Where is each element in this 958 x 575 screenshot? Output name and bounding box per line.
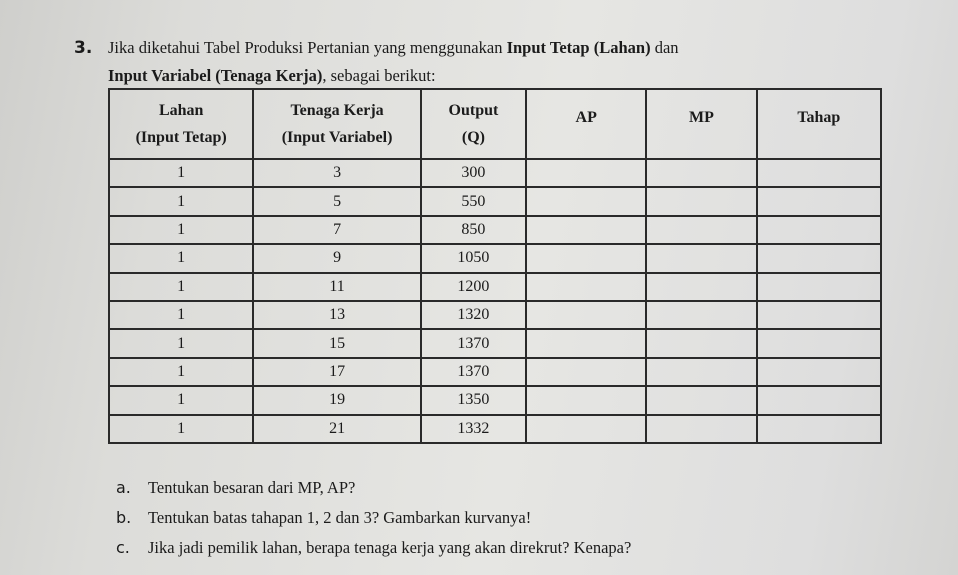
cell-output: 1320 — [421, 301, 526, 329]
cell-tahap — [757, 329, 881, 357]
table-row — [109, 216, 881, 244]
question-text-plain: dan — [650, 38, 679, 57]
cell-tenaga-kerja: 11 — [253, 273, 420, 301]
header-line: Tenaga Kerja — [290, 102, 384, 119]
table-header-row — [109, 89, 881, 159]
cell-mp — [646, 244, 756, 272]
question-text-bold: Input Tetap (Lahan) — [506, 38, 651, 57]
cell-tenaga-kerja: 7 — [253, 216, 420, 244]
cell-tahap — [757, 386, 881, 414]
cell-ap — [526, 358, 646, 386]
cell-ap — [526, 386, 646, 414]
cell-mp — [646, 187, 756, 215]
cell-tahap — [757, 159, 881, 187]
cell-tenaga-kerja: 5 — [253, 187, 420, 215]
cell-tahap — [757, 244, 881, 272]
cell-tahap — [757, 415, 881, 443]
cell-tahap — [757, 358, 881, 386]
sub-question-letter: c. — [116, 538, 130, 557]
cell-mp — [646, 329, 756, 357]
cell-tenaga-kerja: 13 — [253, 301, 420, 329]
cell-mp — [646, 216, 756, 244]
header-line: MP — [689, 109, 714, 126]
table-row — [109, 301, 881, 329]
cell-mp — [646, 159, 756, 187]
cell-lahan: 1 — [109, 187, 253, 215]
cell-tahap — [757, 301, 881, 329]
cell-tenaga-kerja: 21 — [253, 415, 420, 443]
header-ap — [526, 89, 646, 159]
cell-tenaga-kerja: 15 — [253, 329, 420, 357]
question-text-line-1 — [108, 38, 679, 58]
cell-mp — [646, 358, 756, 386]
cell-ap — [526, 216, 646, 244]
cell-lahan: 1 — [109, 244, 253, 272]
cell-tahap — [757, 273, 881, 301]
cell-ap — [526, 244, 646, 272]
header-line: Output — [448, 102, 499, 119]
sub-question-a — [116, 478, 355, 498]
table-row — [109, 273, 881, 301]
header-line: (Input Tetap) — [135, 129, 227, 146]
header-line: (Q) — [461, 129, 485, 146]
sub-question-letter: b. — [116, 508, 132, 527]
question-text-line-2 — [108, 66, 436, 86]
cell-lahan: 1 — [109, 216, 253, 244]
production-table — [108, 88, 882, 444]
table-row — [109, 159, 881, 187]
cell-ap — [526, 187, 646, 215]
sub-question-letter: a. — [116, 478, 131, 497]
header-tahap — [757, 89, 881, 159]
cell-tenaga-kerja: 9 — [253, 244, 420, 272]
header-line: Lahan — [158, 102, 204, 119]
cell-mp — [646, 301, 756, 329]
cell-output: 850 — [421, 216, 526, 244]
table-row — [109, 187, 881, 215]
header-line: (Input Variabel) — [281, 129, 393, 146]
cell-output: 550 — [421, 187, 526, 215]
cell-lahan: 1 — [109, 415, 253, 443]
table-row — [109, 244, 881, 272]
header-line: Tahap — [797, 109, 841, 126]
cell-tenaga-kerja: 19 — [253, 386, 420, 414]
table-body — [109, 159, 881, 443]
cell-tahap — [757, 187, 881, 215]
cell-ap — [526, 301, 646, 329]
cell-output: 1370 — [421, 329, 526, 357]
cell-mp — [646, 386, 756, 414]
sub-question-c — [116, 538, 631, 558]
cell-output: 1050 — [421, 244, 526, 272]
cell-lahan: 1 — [109, 159, 253, 187]
question-text-plain: , sebagai berikut: — [322, 66, 436, 85]
cell-ap — [526, 273, 646, 301]
cell-tenaga-kerja: 17 — [253, 358, 420, 386]
cell-output: 1370 — [421, 358, 526, 386]
header-lahan — [109, 89, 253, 159]
cell-output: 300 — [421, 159, 526, 187]
cell-lahan: 1 — [109, 329, 253, 357]
header-line: AP — [575, 109, 597, 126]
header-output — [421, 89, 526, 159]
cell-output: 1332 — [421, 415, 526, 443]
question-number: 3. — [74, 38, 93, 58]
cell-tahap — [757, 216, 881, 244]
cell-tenaga-kerja: 3 — [253, 159, 420, 187]
sub-question-text: Tentukan batas tahapan 1, 2 dan 3? Gambarkan kurvanya! — [148, 508, 532, 527]
cell-ap — [526, 415, 646, 443]
question-text-plain: Jika diketahui Tabel Produksi Pertanian yang menggunakan — [108, 38, 507, 57]
sub-question-text: Jika jadi pemilik lahan, berapa tenaga kerja yang akan direkrut? Kenapa? — [148, 538, 632, 557]
cell-lahan: 1 — [109, 358, 253, 386]
table-row — [109, 415, 881, 443]
table-row — [109, 386, 881, 414]
table-row — [109, 329, 881, 357]
cell-output: 1200 — [421, 273, 526, 301]
sub-question-text: Tentukan besaran dari MP, AP? — [148, 478, 356, 497]
cell-lahan: 1 — [109, 386, 253, 414]
sub-question-b — [116, 508, 531, 528]
cell-lahan: 1 — [109, 273, 253, 301]
header-mp — [646, 89, 756, 159]
cell-output: 1350 — [421, 386, 526, 414]
cell-lahan: 1 — [109, 301, 253, 329]
question-text-bold: Input Variabel (Tenaga Kerja) — [108, 66, 323, 85]
cell-mp — [646, 415, 756, 443]
cell-mp — [646, 273, 756, 301]
table-row — [109, 358, 881, 386]
header-tenaga-kerja — [253, 89, 420, 159]
cell-ap — [526, 159, 646, 187]
cell-ap — [526, 329, 646, 357]
